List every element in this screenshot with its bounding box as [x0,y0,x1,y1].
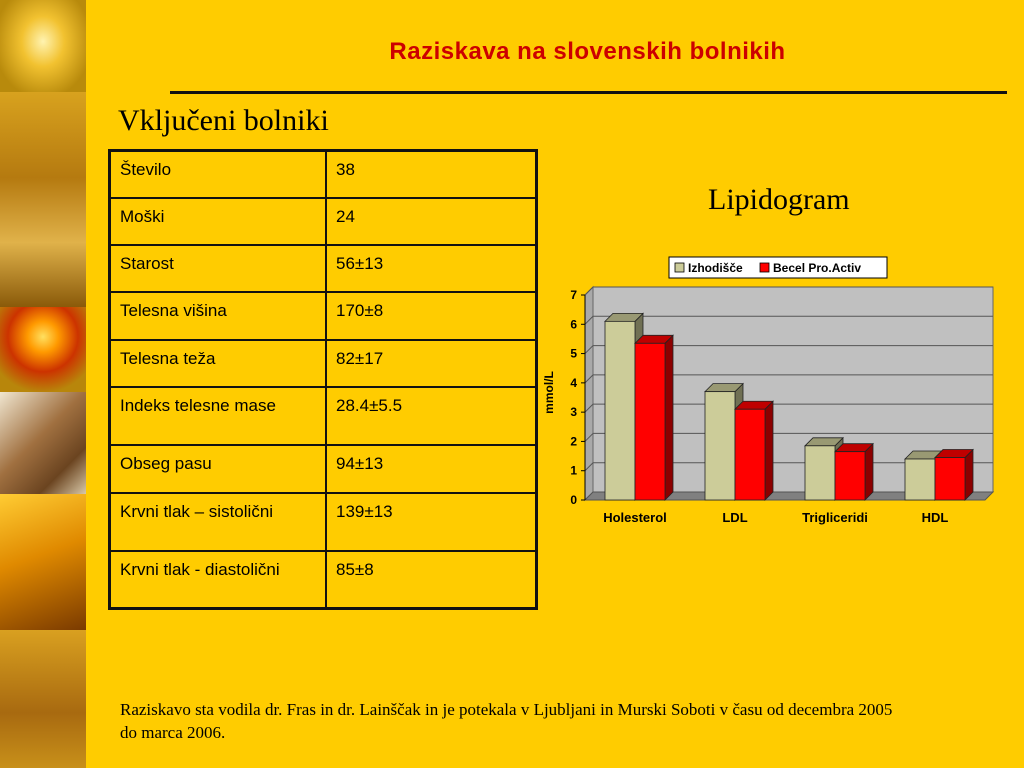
wheat-field-image [0,92,86,307]
bar-side [965,450,973,500]
row-value: 170±8 [326,292,537,340]
row-label: Indeks telesne mase [110,387,327,445]
row-value: 139±13 [326,493,537,551]
bar-hdl-becel [935,458,965,500]
row-label: Telesna teža [110,340,327,387]
table-row [110,493,537,551]
table-row [110,292,537,340]
row-value: 85±8 [326,551,537,609]
x-tick-label: Trigliceridi [802,510,868,525]
bar-trigliceridi-becel [835,452,865,500]
row-label: Moški [110,198,327,245]
y-tick-label: 6 [570,317,577,332]
table-row [110,245,537,292]
bar-trigliceridi-baseline [805,446,835,500]
sunflower-sunset-image [0,307,86,392]
slide-title: Raziskava na slovenskih bolnikih [389,38,786,65]
table-row [110,198,537,245]
bar-holesterol-becel [635,343,665,500]
x-tick-label: Holesterol [603,510,667,525]
row-label: Krvni tlak – sistolični [110,493,327,551]
y-axis-label: mmol/L [542,371,556,414]
y-tick-label: 0 [570,493,577,507]
bar-side [865,444,873,500]
bar-ldl-becel [735,409,765,500]
y-tick-label: 4 [570,375,577,390]
row-value: 38 [326,151,537,198]
legend-swatch [760,263,769,272]
bar-holesterol-baseline [605,321,635,500]
bar-side [665,335,673,500]
table-row [110,551,537,609]
decorative-photo-strip [0,0,86,768]
bar-hdl-baseline [905,459,935,500]
patients-table [108,149,538,610]
row-label: Število [110,151,327,198]
table-row [110,387,537,445]
lipidogram-chart [535,250,1005,540]
row-value: 24 [326,198,537,245]
bread-image [0,392,86,494]
table-row [110,340,537,387]
legend-label: Becel Pro.Activ [773,261,862,275]
x-tick-label: HDL [921,510,949,525]
bar-ldl-baseline [705,392,735,500]
bar-side [765,401,773,500]
row-value: 28.4±5.5 [326,387,537,445]
row-label: Krvni tlak - diastolični [110,551,327,609]
x-tick-label: LDL [722,510,748,525]
row-value: 56±13 [326,245,537,292]
legend-swatch [675,263,684,272]
table-row [110,151,537,198]
plot-side-wall [585,287,593,500]
row-label: Telesna višina [110,292,327,340]
y-tick-label: 5 [570,346,577,361]
wheat-field-image-bottom [0,630,86,768]
y-tick-label: 2 [570,434,577,449]
y-tick-label: 7 [570,288,577,302]
table-row [110,445,537,493]
row-label: Obseg pasu [110,445,327,493]
section-heading: Vključeni bolniki [118,104,329,137]
study-footnote: Raziskavo sta vodila dr. Fras in dr. Lainščak in je potekala v Ljubljani in Murski Soboti v času od decembra 2005 do marca 2006. [120,700,893,742]
y-tick-label: 3 [570,405,577,420]
wheat-ears-image [0,494,86,630]
legend-label: Izhodišče [688,261,743,275]
row-label: Starost [110,245,327,292]
y-tick-label: 1 [570,463,577,478]
title-divider [170,91,1007,94]
oil-drop-image [0,0,86,92]
chart-heading: Lipidogram [708,183,850,216]
row-value: 82±17 [326,340,537,387]
row-value: 94±13 [326,445,537,493]
